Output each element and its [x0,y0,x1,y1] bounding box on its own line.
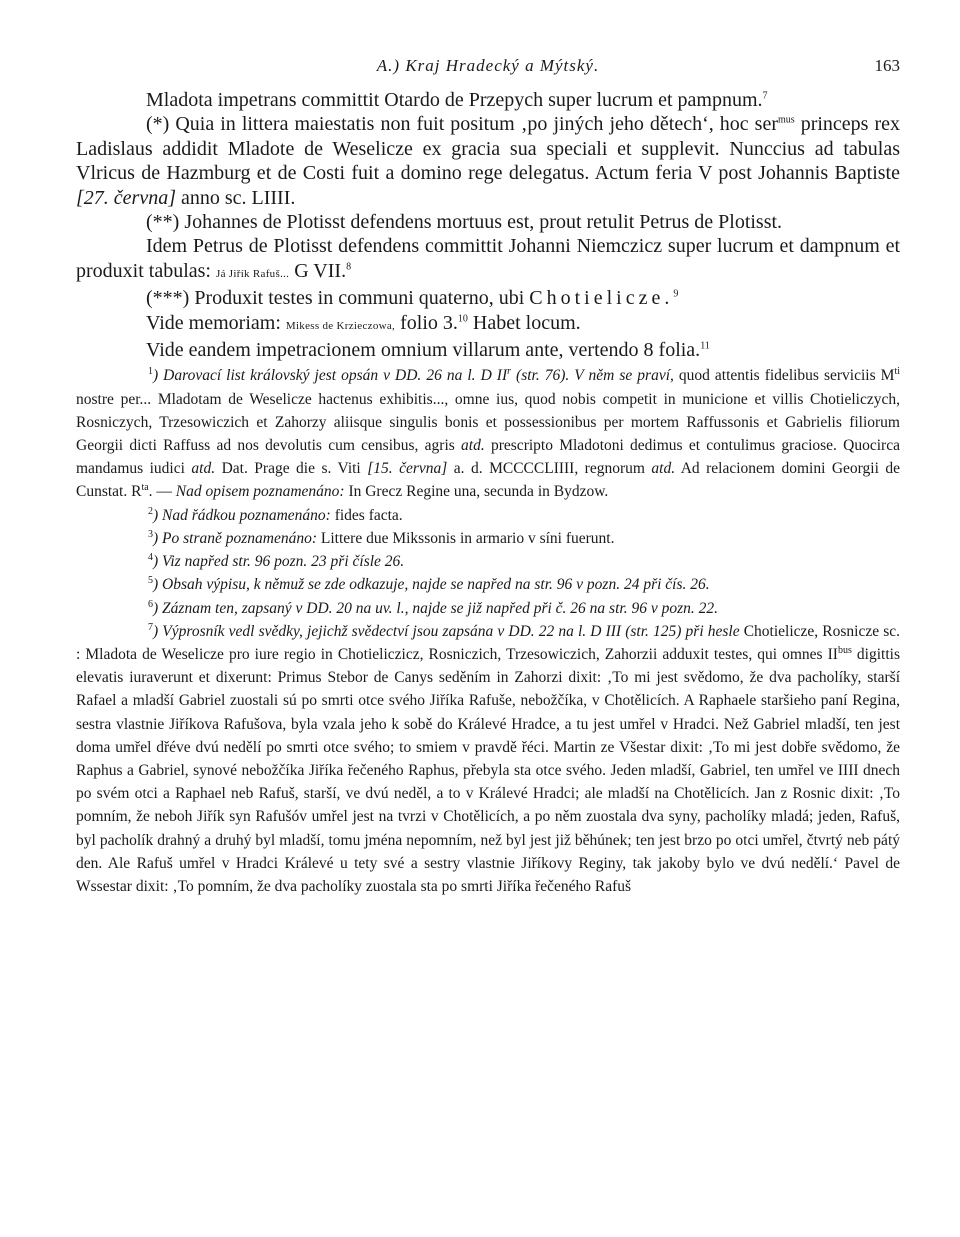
footnote-3: $^3$) Po straně poznamenáno: Littere due Mikssonis in armario v síni fuerunt. [148,528,615,547]
footnote-6: $^6$) Záznam ten, zapsaný v DD. 20 na uv. l., najde se již napřed při č. 26 na str. 96 v pozn. 22. [148,598,719,617]
spaced-place-name: Chotielicze. [529,287,674,310]
paragraph-2: (*) Quia in littera maiestatis non fuit positum ‚po jiných jeho dětech‘, hoc ser$^{mus}$ princeps rex Ladislaus addidit Mladote de Weselicze ex gracia sua speciali et supplevit. Nunccius ad tabulas Vlricus de Hazmburg et de Costi fuit a domino rege delegatus. Actum feria V post Johannis Baptiste [27. června] anno sc. LIIII. [76,113,901,209]
footnote-ref: 11 [700,340,710,352]
paragraph-4: Idem Petrus de Plotisst defendens committit Johanni Niemczicz super lucrum et dampnum et produxit tabulas: Já Jiřík Rafuš... G VII.$^8$ [76,235,900,282]
footnote-ref: 8 [346,261,352,273]
paragraph-7: Vide eandem impetracionem omnium villarum ante, vertendo 8 folia.$^{11}$ [146,339,710,362]
paragraph-1: Mladota impetrans committit Otardo de Przepych super lucrum et pampnum.$^7$ [146,89,768,111]
footnote-ref: 10 [457,313,468,324]
paragraph-5: (***) Produxit testes in communi quaterno, ubi Chotielicze.$^9$ [146,287,679,310]
document-page [76,56,900,898]
date-note: [27. června] [76,186,176,209]
paragraph-6: Vide memoriam: Mikess de Krzieczowa, folio 3.10 Habet locum. [146,311,581,334]
running-title: A.) Kraj Hradecký a Mýtský. [376,56,600,75]
small-caps-text: Mikess de Krzieczowa, [285,319,396,332]
superscript: mus [778,114,795,126]
footnote-ref: 7 [762,90,768,102]
page-number: 163 [874,56,900,75]
footnote-5: $^5$) Obsah výpisu, k němuž se zde odkazuje, najde se napřed na str. 96 v pozn. 24 při čís. 26. [148,575,710,594]
small-caps-text: Já Jiřík Rafuš... [215,267,290,280]
main-text [76,88,900,362]
footnote-2: $^2$) Nad řádkou poznamenáno: fides facta. [148,505,403,524]
footnote-1: $^1$) Darovací list královský jest opsán v DD. 26 na l. D $II^r$ (str. 76). V něm se praví, quod attentis fidelibus serviciis $M^{ti}$ nostre per... Mladotam de Weselicze hactenus exhibitis..., omne ius, quod nobis competit in municione et villis Chotieliczych, Rosniczych, Trzesowiczich et Zahorzy aliisque singulis bonis et possessionibus per mortem Raffussonis et Gabrielis filiorum Georgii dicti Raffuss ad nos devolutis cum censibus, agris atd. prescripto Mladotoni dedimus et contulimus graciose. Quocirca mandamus iudici atd. Dat. Prage die s. Viti [15. června] a. d. MCCCCLIIII, regnorum atd. Ad relacionem domini Georgii de Cunstat. $R^{ta}$. — Nad opisem poznamenáno: In Grecz Regine una, secunda in Bydzow. [76,366,901,501]
footnote-7: $^7$) Výprosník vedl svědky, jejichž svědectví jsou zapsána v DD. 22 na l. D III (str. 125) při hesle Chotielicze, Rosnicze sc. : Mladota de Weselicze pro iure regio in Chotieliczicz, Rosniczich, Trzesowiczich, Zahorzii adduxit testes, qui omnes $II^{bus}$ digittis elevatis iuraverunt et dixerunt: Primus Stebor de Canys seděním in Zahorzi dixit: ‚To mi jest svědomo, že dva pacholíky, starší Rafael a mladší Gabriel zuostali sú po smrti otce svého Jiříka Rafuše, nebožčíka, v Chotělicích. A Raphaele staršieho paní Regina, sestra vlastnie Jiříkova Rafušova, byla vzala jeho k sobě do Králevé Hradce, a tu jest umřel v Hradci. Než Gabriel mladší, ten jest doma umřel dřéve dvú nedělí po smrti otce svého; to smiem v pravdě řéci. Martin ze Všestar dixit: ‚To mi jest dobře svědomo, že Raphus a Gabriel, synové nebožčíka Jiříka řečeného Raphus, přebyla sta otce svého. Jeden mladší, Gabriel, ten umřel ve IIII dnech po svém otci a Raphael neb Rafuš, starší, ve dvú neděl, a to v Králevé Hradci; ale mladší na Chotělicích. Jan z Rosnic dixit: ‚To pomním, že neboh Jiřík syn Rafušóv umřel jest na tvrzi v Chotělicích, a po něm zuostala dva syny, pacholíky mladá; jeden, Rafuš, byl pacholík drahný a druhý byl mladší, tomu jména nepomním, než byl jest již běhúnek; ten jest brzo po otci umřel, čtvrtý neb pátý den. Ale Rafuš umřel v Hradci Králevé u tety své a sestry vlastnie Jiříkovy Reginy, tak jakoby bylo ve dvú nedělí.‘ Pavel de Wssestar dixit: ‚To pomním, že dva pacholíky zuostala sta po smrti Jiříka řečeného Rafuš [76,621,900,895]
footnote-4: $^4$) Viz napřed str. 96 pozn. 23 při čísle 26. [148,551,405,571]
footnotes [76,364,900,898]
footnote-ref: 9 [673,288,679,300]
paragraph-3: (**) Johannes de Plotisst defendens mortuus est, prout retulit Petrus de Plotisst. [146,211,783,234]
page-header [76,56,900,88]
